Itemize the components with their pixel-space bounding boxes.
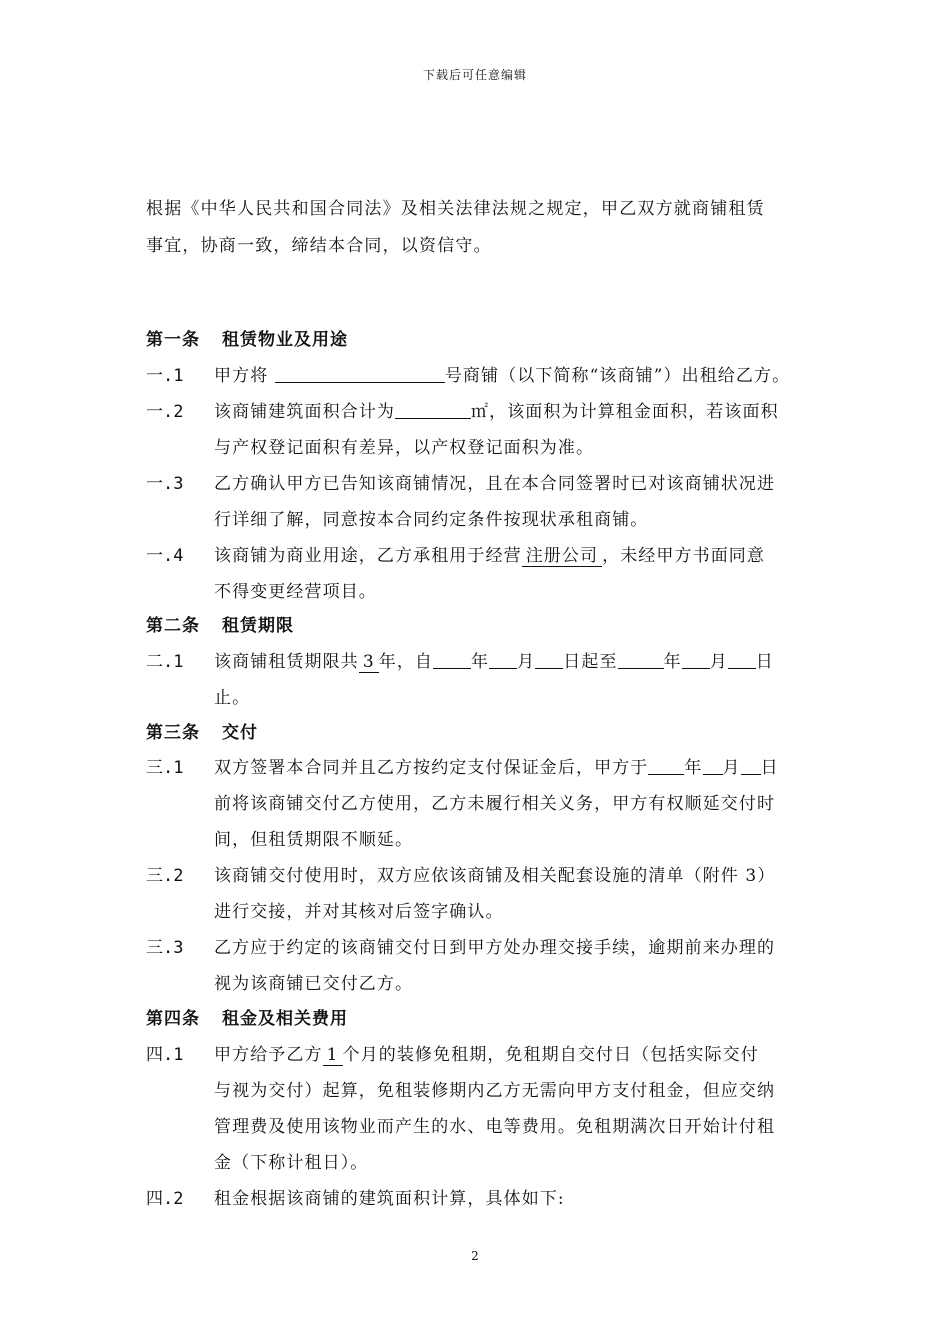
end-month-blank[interactable]: [682, 651, 710, 669]
clause-1-3-number: 一.3: [146, 474, 184, 494]
intro-line-2: 事宜，协商一致，缔结本合同，以资信守。: [146, 236, 492, 256]
delivery-month-blank[interactable]: [703, 757, 723, 775]
page-header: 下载后可任意编辑: [422, 68, 527, 82]
clause-3-1-line-1: [214, 753, 779, 778]
delivery-year-label: 年: [684, 758, 703, 778]
clause-4-1-number: 四.1: [146, 1045, 184, 1065]
month-label: 月: [517, 652, 536, 672]
end-year-blank[interactable]: [618, 651, 664, 669]
clause-3-3-line-1: 乙方应于约定的该商铺交付日到甲方处办理交接手续，逾期前来办理的: [214, 938, 776, 958]
clause-3-2-number: 三.2: [146, 866, 184, 886]
business-scope-field[interactable]: 注册公司: [522, 546, 602, 567]
clause-2-1-number: 二.1: [146, 652, 184, 672]
clause-4-1-line-4: 金（下称计租日）。: [214, 1153, 369, 1173]
start-month-blank[interactable]: [489, 651, 517, 669]
clause-2-1-text-a: 该商铺租赁期限共: [214, 652, 359, 672]
clause-4-1-line-1: [214, 1040, 759, 1065]
clause-1-2-text-a: 该商铺建筑面积合计为: [214, 402, 395, 422]
month-label-2: 月: [709, 652, 728, 672]
day-label-2: 日: [755, 652, 774, 672]
clause-1-1-number: 一.1: [146, 366, 184, 386]
clause-4-2-number: 四.2: [146, 1189, 184, 1209]
clause-1-4-text-b: ，未经甲方书面同意: [602, 546, 766, 566]
article-2-title: 租赁期限: [222, 616, 294, 636]
intro-line-1: 根据《中华人民共和国合同法》及相关法律法规之规定，甲乙双方就商铺租赁: [146, 199, 765, 219]
lease-years-field[interactable]: 3: [359, 652, 379, 673]
clause-4-1-line-3: 管理费及使用该物业而产生的水、电等费用。免租期满次日开始计付租: [214, 1117, 776, 1137]
delivery-year-blank[interactable]: [648, 757, 684, 775]
article-3-heading: [146, 718, 258, 743]
article-4-title: 租金及相关费用: [222, 1009, 348, 1029]
article-3-number: 第三条: [146, 723, 200, 743]
end-day-blank[interactable]: [728, 651, 756, 669]
clause-1-3-line-2: 行详细了解，同意按本合同约定条件按现状承租商铺。: [214, 510, 649, 530]
clause-3-3-line-2: 视为该商铺已交付乙方。: [214, 974, 414, 994]
clause-3-3-number: 三.3: [146, 938, 184, 958]
clause-1-4-line-2: 不得变更经营项目。: [214, 582, 377, 602]
clause-1-4-number: 一.4: [146, 546, 184, 566]
clause-1-4-text-a: 该商铺为商业用途，乙方承租用于经营: [214, 546, 522, 566]
clause-2-1-line-2: 止。: [214, 688, 251, 708]
article-2-heading: [146, 611, 294, 636]
clause-3-2-line-2: 进行交接，并对其核对后签字确认。: [214, 902, 504, 922]
clause-1-1-text-a: 甲方将: [214, 366, 269, 386]
clause-1-2-text-b: ㎡，该面积为计算租金面积，若该面积: [471, 402, 779, 422]
clause-1-2-line-1: [214, 397, 779, 422]
article-1-title: 租赁物业及用途: [222, 330, 348, 350]
article-1-number: 第一条: [146, 330, 200, 350]
article-3-title: 交付: [222, 723, 258, 743]
clause-4-1-text-a: 甲方给予乙方: [214, 1045, 323, 1065]
clause-1-1: [214, 361, 790, 386]
clause-1-2-line-2: 与产权登记面积有差异，以产权登记面积为准。: [214, 438, 595, 458]
page-number: 2: [471, 1249, 479, 1263]
clause-3-1-number: 三.1: [146, 758, 184, 778]
clause-4-1-text-b: 个月的装修免租期，免租期自交付日（包括实际交付: [342, 1045, 759, 1065]
clause-4-2-line-1: 租金根据该商铺的建筑面积计算，具体如下:: [214, 1189, 565, 1209]
year-label-2: 年: [663, 652, 682, 672]
article-4-number: 第四条: [146, 1009, 200, 1029]
article-2-number: 第二条: [146, 616, 200, 636]
delivery-day-blank[interactable]: [741, 757, 761, 775]
clause-2-1-text-b: 年，自: [378, 652, 434, 672]
clause-3-2-line-1: 该商铺交付使用时，双方应依该商铺及相关配套设施的清单（附件 3）: [214, 866, 776, 886]
clause-3-1-line-3: 间，但租赁期限不顺延。: [214, 830, 414, 850]
clause-3-1-text-a: 双方签署本合同并且乙方按约定支付保证金后，甲方于: [214, 758, 649, 778]
clause-1-2-number: 一.2: [146, 402, 184, 422]
area-blank[interactable]: [395, 401, 471, 419]
start-year-blank[interactable]: [433, 651, 471, 669]
clause-1-4-line-1: [214, 541, 765, 566]
clause-4-1-line-2: 与视为交付）起算，免租装修期内乙方无需向甲方支付租金，但应交纳: [214, 1081, 776, 1101]
article-4-heading: [146, 1004, 348, 1029]
clause-3-1-line-2: 前将该商铺交付乙方使用，乙方未履行相关义务，甲方有权顺延交付时: [214, 794, 776, 814]
year-label: 年: [471, 652, 490, 672]
article-1-heading: [146, 325, 348, 350]
day-from-label: 日起至: [563, 652, 618, 672]
shop-number-blank[interactable]: [275, 365, 445, 383]
clause-1-1-text-b: 号商铺（以下简称“该商铺”）出租给乙方。: [444, 366, 791, 386]
clause-1-3-line-1: 乙方确认甲方已告知该商铺情况，且在本合同签署时已对该商铺状况进: [214, 474, 776, 494]
start-day-blank[interactable]: [535, 651, 563, 669]
rent-free-months-field[interactable]: 1: [323, 1045, 343, 1066]
clause-2-1-line-1: [214, 647, 774, 672]
delivery-day-label: 日: [760, 758, 779, 778]
delivery-month-label: 月: [722, 758, 741, 778]
